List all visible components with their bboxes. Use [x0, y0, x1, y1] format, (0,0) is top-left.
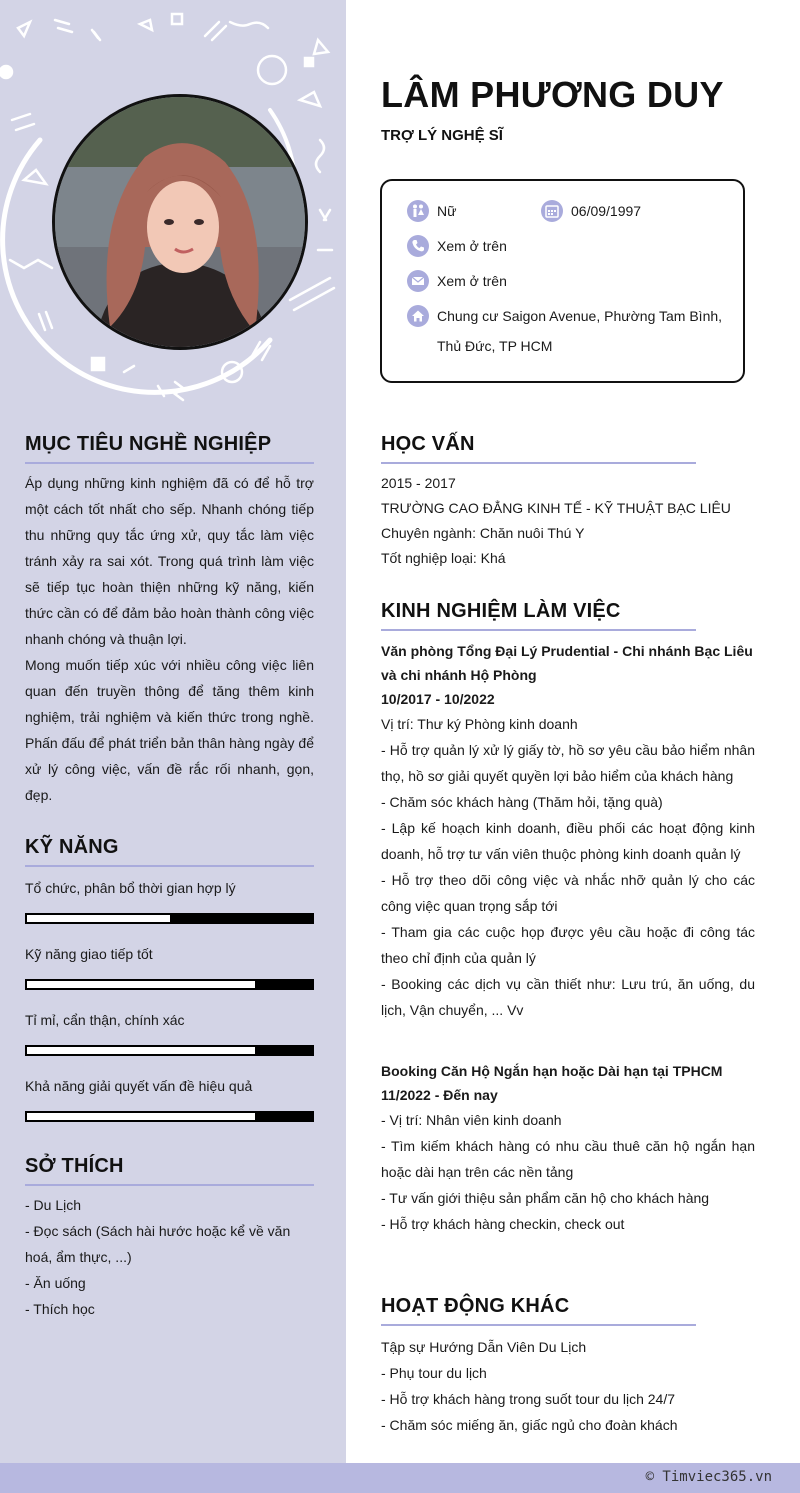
hobby-item: - Du Lịch: [25, 1197, 82, 1213]
skill-bar-fill: [27, 1047, 255, 1054]
skill-item: [25, 946, 314, 990]
gender-row: [407, 200, 456, 222]
portrait-image: [55, 97, 305, 347]
email-icon: [407, 270, 429, 292]
experience-title: KINH NGHIỆM LÀM VIỆC: [381, 600, 621, 622]
job-line: - Tham gia các cuộc họp được yêu cầu hoặc đi công tác theo chỉ định của quản lý: [381, 924, 755, 966]
address-line-2: Thủ Đức, TP HCM: [437, 338, 553, 354]
skill-item: [25, 880, 314, 924]
skill-label: Tỉ mỉ, cẩn thận, chính xác: [25, 1012, 185, 1028]
activity-line: - Phụ tour du lịch: [381, 1365, 487, 1381]
job-entry: [381, 639, 755, 1023]
job-line: Vị trí: Thư ký Phòng kinh doanh: [381, 716, 578, 732]
gender-value: Nữ: [437, 203, 457, 219]
hobby-item: - Đọc sách (Sách hài hước hoặc kể về văn hoá, ẩm thực, ...): [25, 1223, 291, 1265]
footer: [0, 1463, 800, 1493]
activity-line: Tập sự Hướng Dẫn Viên Du Lịch: [381, 1339, 587, 1355]
objective-title: MỤC TIÊU NGHỀ NGHIỆP: [25, 433, 272, 455]
home-icon: [407, 305, 429, 327]
job-line: - Chăm sóc khách hàng (Thăm hỏi, tặng quà): [381, 794, 663, 810]
education-title: HỌC VẤN: [381, 433, 475, 455]
skill-label: Kỹ năng giao tiếp tốt: [25, 946, 153, 962]
skills-divider: [25, 865, 314, 867]
job-period: 10/2017 - 10/2022: [381, 691, 495, 707]
objective-section: [25, 433, 314, 808]
gender-icon: [407, 200, 429, 222]
skill-label: Tổ chức, phân bổ thời gian hợp lý: [25, 880, 236, 896]
phone-icon: [407, 235, 429, 257]
job-line: - Booking các dịch vụ cần thiết như: Lưu trú, ăn uống, du lịch, Vận chuyển, ... Vv: [381, 976, 755, 1018]
email-value: Xem ở trên: [437, 273, 507, 289]
hobby-item: - Thích học: [25, 1301, 95, 1317]
address-row: [407, 305, 722, 361]
contact-box: [380, 179, 745, 383]
job-company: Văn phòng Tổng Đại Lý Prudential - Chi nhánh Bạc Liêu và chi nhánh Hộ Phòng: [381, 643, 753, 683]
job-company: Booking Căn Hộ Ngắn hạn hoặc Dài hạn tại TPHCM: [381, 1063, 723, 1079]
education-grade: Tốt nghiệp loại: Khá: [381, 550, 506, 566]
experience-divider: [381, 629, 696, 631]
skills-section: [25, 836, 314, 1122]
skill-label: Khả năng giải quyết vấn đề hiệu quả: [25, 1078, 253, 1094]
activity-line: - Hỗ trợ khách hàng trong suốt tour du lịch 24/7: [381, 1391, 676, 1407]
job-line: - Tìm kiếm khách hàng có nhu cầu thuê căn hộ ngắn hạn hoặc dài hạn trên các nền tảng: [381, 1138, 755, 1180]
job-line: - Hỗ trợ quản lý xử lý giấy tờ, hồ sơ yêu cầu bảo hiểm nhân thọ, hồ sơ giải quyết quyền lợi bảo hiểm của khách hàng: [381, 742, 755, 784]
job-line: - Hỗ trợ theo dõi công việc và nhắc nhỡ quản lý cho các công việc quan trọng sắp tới: [381, 872, 755, 914]
footer-watermark: © Timviec365.vn: [645, 1469, 772, 1485]
job-line: - Lập kế hoạch kinh doanh, điều phối các hoạt động kinh doanh, hỗ trợ tư vấn viên thuộc phòng kinh doanh quản lý: [381, 820, 755, 862]
birthday-row: [541, 200, 641, 222]
skill-item: [25, 1078, 314, 1122]
activity-line: - Chăm sóc miếng ăn, giấc ngủ cho đoàn khách: [381, 1417, 678, 1433]
skill-bar: [25, 979, 314, 990]
activities-title: HOẠT ĐỘNG KHÁC: [381, 1295, 570, 1317]
education-school: TRƯỜNG CAO ĐẲNG KINH TẾ - KỸ THUẬT BẠC LIÊU: [381, 500, 731, 516]
objective-paragraph-1: Áp dụng những kinh nghiệm đã có để hỗ trợ một cách tốt nhất cho sếp. Nhanh chóng tiếp thu những quy tắc ứng xử, quy tắc làm việc tránh xảy ra sai xót. Trong quá trình làm việc sẽ tiếp tục hoàn thiện những kỹ năng, kiến thức cần có để đảm bảo hoàn thành công việc nhanh chóng và thuận lợi.: [25, 475, 314, 647]
job-line: - Tư vấn giới thiệu sản phẩm căn hộ cho khách hàng: [381, 1190, 710, 1206]
hobbies-divider: [25, 1184, 314, 1186]
skill-bar-fill: [27, 981, 255, 988]
skill-item: [25, 1012, 314, 1056]
skill-bar-fill: [27, 915, 170, 922]
skill-bar-fill: [27, 1113, 255, 1120]
activities-section: [381, 1295, 755, 1438]
objective-divider: [25, 462, 314, 464]
address-line-1: Chung cư Saigon Avenue, Phường Tam Bình,: [437, 308, 723, 324]
avatar: [52, 94, 308, 350]
phone-value: Xem ở trên: [437, 238, 507, 254]
job-line: - Vị trí: Nhân viên kinh doanh: [381, 1112, 562, 1128]
job-entry: [381, 1059, 755, 1237]
education-divider: [381, 462, 696, 464]
experience-section: [381, 600, 755, 1237]
hobbies-section: [25, 1155, 314, 1322]
education-years: 2015 - 2017: [381, 475, 456, 491]
objective-paragraph-2: Mong muốn tiếp xúc với nhiều công việc liên quan đến truyền thông để tăng thêm kinh nghiệm, trải nghiệm và kiến thức trong nghề. Phấn đấu để phát triển bản thân hàng ngày để xử lý công việc, vấn đề rắc rối nhanh, gọn, đẹp.: [25, 657, 314, 803]
calendar-icon: [541, 200, 563, 222]
skill-bar: [25, 1111, 314, 1122]
phone-row: [407, 235, 507, 257]
address-value: [437, 301, 722, 361]
job-title: TRỢ LÝ NGHỆ SĨ: [381, 127, 503, 144]
activities-divider: [381, 1324, 696, 1326]
skills-title: KỸ NĂNG: [25, 836, 119, 858]
hobbies-title: SỞ THÍCH: [25, 1155, 124, 1177]
skill-bar: [25, 1045, 314, 1056]
job-period: 11/2022 - Đến nay: [381, 1087, 498, 1103]
candidate-name: LÂM PHƯƠNG DUY: [381, 74, 724, 115]
education-major: Chuyên ngành: Chăn nuôi Thú Y: [381, 525, 585, 541]
hobby-item: - Ăn uống: [25, 1275, 86, 1291]
education-section: [381, 433, 755, 571]
birthday-value: 06/09/1997: [571, 203, 642, 219]
job-line: - Hỗ trợ khách hàng checkin, check out: [381, 1216, 625, 1232]
email-row: [407, 270, 507, 292]
skill-bar: [25, 913, 314, 924]
